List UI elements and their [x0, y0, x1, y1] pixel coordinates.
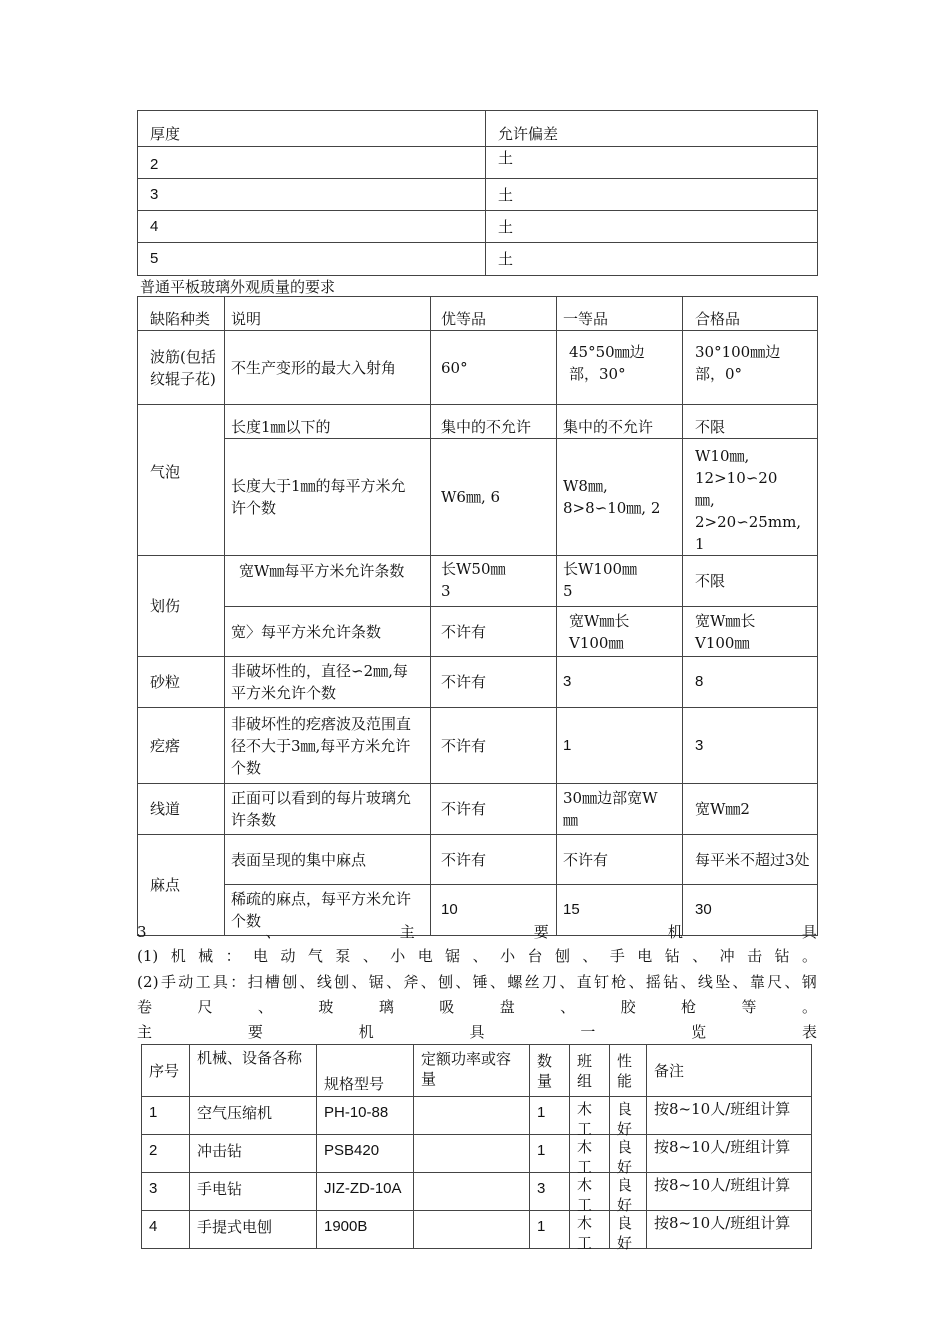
- model-cell: PSB420: [317, 1135, 414, 1173]
- qualified-cell: 3: [683, 708, 818, 784]
- no-cell: 4: [142, 1211, 190, 1249]
- performance-cell: 良好: [617, 1176, 633, 1214]
- description-cell: 不生产变形的最大入射角: [225, 331, 431, 405]
- description-cell: 宽W㎜每平方米允许条数: [225, 556, 431, 607]
- note-cell: 按8~10人/班组计算: [654, 1214, 791, 1232]
- header-name: 机械、设备各称: [190, 1045, 317, 1097]
- header-thickness: 厚度: [138, 111, 486, 147]
- qualified-cell: 宽W㎜长V100㎜: [683, 607, 818, 657]
- premium-cell: 不许有: [431, 784, 557, 835]
- power-cell: [414, 1173, 530, 1211]
- name-cell: 空气压缩机: [190, 1097, 317, 1135]
- name-cell: 手电钻: [190, 1173, 317, 1211]
- first-grade-cell: 3: [557, 657, 683, 708]
- table-row: [142, 1097, 812, 1135]
- premium-cell: 10: [431, 885, 557, 936]
- table-row: [138, 835, 818, 885]
- tolerance-cell: 土: [486, 243, 818, 276]
- power-cell: [414, 1135, 530, 1173]
- first-grade-cell: 宽W㎜长V100㎜: [557, 607, 683, 657]
- team-cell: 木工: [577, 1100, 593, 1138]
- table-row: [138, 243, 818, 276]
- table-row: [138, 147, 818, 179]
- qualified-cell: 30°100㎜边部，0°: [683, 331, 818, 405]
- note-cell: 按8~10人/班组计算: [654, 1176, 791, 1194]
- thickness-cell: 2: [138, 147, 486, 179]
- table-row: [138, 439, 818, 556]
- first-grade-cell: 不许有: [557, 835, 683, 885]
- performance-cell: 良好: [617, 1138, 633, 1176]
- defect-type-pit: 麻点: [138, 835, 225, 936]
- header-no: 序号: [142, 1045, 190, 1097]
- header-description: 说明: [225, 297, 431, 331]
- equipment-table: [141, 1044, 812, 1252]
- qty-cell: 1: [530, 1211, 570, 1249]
- description-cell: 稀疏的麻点，每平方米允许个数: [225, 885, 431, 936]
- defect-type-scratch: 划伤: [138, 556, 225, 657]
- defect-type-line: 线道: [138, 784, 225, 835]
- header-premium: 优等品: [431, 297, 557, 331]
- hand-tools-continued: 卷 尺 、 玻 璃 吸 盘 、 胶 枪 等 。: [137, 998, 817, 1016]
- name-cell: 冲击钻: [190, 1135, 317, 1173]
- team-cell: 木工: [577, 1214, 593, 1252]
- qualified-cell: 30: [683, 885, 818, 936]
- header-power: 定额功率或容量: [414, 1045, 530, 1097]
- description-cell: 非破坏性的，直径∽2㎜,每平方米允许个数: [225, 657, 431, 708]
- no-cell: 2: [142, 1135, 190, 1173]
- qualified-cell: 不限: [683, 556, 818, 607]
- note-cell: 按8~10人/班组计算: [654, 1138, 791, 1156]
- first-grade-cell: 长W100㎜5: [557, 556, 683, 607]
- header-defect-type: 缺陷种类: [138, 297, 225, 331]
- model-cell: 1900B: [317, 1211, 414, 1249]
- description-cell: 非破坏性的疙瘩波及范围直径不大于3㎜,每平方米允许个数: [225, 708, 431, 784]
- performance-cell: 良好: [617, 1214, 633, 1252]
- model-cell: PH-10-88: [317, 1097, 414, 1135]
- name-cell: 手提式电刨: [190, 1211, 317, 1249]
- first-grade-cell: 30㎜边部宽W㎜: [557, 784, 683, 835]
- thickness-cell: 4: [138, 211, 486, 243]
- first-grade-cell: 45°50㎜边部，30°: [557, 331, 683, 405]
- qualified-cell: W10㎜, 12>10∽20㎜, 2>20∽25mm, 1: [683, 439, 818, 556]
- defect-type-knot: 疙瘩: [138, 708, 225, 784]
- table-row: [138, 784, 818, 835]
- table-row: [138, 708, 818, 784]
- tolerance-cell: 土: [486, 147, 818, 179]
- qualified-cell: 8: [683, 657, 818, 708]
- qty-cell: 1: [530, 1097, 570, 1135]
- description-cell: 长度大于1㎜的每平方米允许个数: [225, 439, 431, 556]
- table-row: [138, 607, 818, 657]
- note-cell: 按8~10人/班组计算: [654, 1100, 791, 1118]
- first-grade-cell: W8㎜, 8>8∽10㎜, 2: [557, 439, 683, 556]
- qualified-cell: 每平米不超过3处: [683, 835, 818, 885]
- table-row: [138, 556, 818, 607]
- qualified-cell: 不限: [683, 405, 818, 439]
- premium-cell: 60°: [431, 331, 557, 405]
- no-cell: 1: [142, 1097, 190, 1135]
- first-grade-cell: 集中的不允许: [557, 405, 683, 439]
- table-row: [142, 1211, 812, 1249]
- power-cell: [414, 1211, 530, 1249]
- header-team: 班组: [570, 1045, 610, 1097]
- description-cell: 表面呈现的集中麻点: [225, 835, 431, 885]
- premium-cell: 不许有: [431, 657, 557, 708]
- header-qualified: 合格品: [683, 297, 818, 331]
- header-note: 备注: [647, 1045, 812, 1097]
- header-qty: 数量: [530, 1045, 570, 1097]
- no-cell: 3: [142, 1173, 190, 1211]
- premium-cell: 长W50㎜3: [431, 556, 557, 607]
- power-cell: [414, 1097, 530, 1135]
- header-performance: 性能: [610, 1045, 647, 1097]
- table-row: [142, 1135, 812, 1173]
- first-grade-cell: 1: [557, 708, 683, 784]
- hand-tools-paragraph: (2)手动工具：扫槽刨、线刨、锯、斧、刨、锤、螺丝刀、直钉枪、摇钻、线坠、靠尺、钢: [137, 973, 817, 991]
- description-cell: 正面可以看到的每片玻璃允许条数: [225, 784, 431, 835]
- thickness-cell: 5: [138, 243, 486, 276]
- description-cell: 宽〉每平方米允许条数: [225, 607, 431, 657]
- thickness-cell: 3: [138, 179, 486, 211]
- team-cell: 木工: [577, 1138, 593, 1176]
- quality-table: [137, 296, 818, 936]
- machinery-paragraph: (1)机械：电动气泵、小电锯、小台刨、手电钻、冲击钻。: [137, 947, 817, 965]
- premium-cell: 集中的不允许: [431, 405, 557, 439]
- tolerance-cell: 土: [486, 179, 818, 211]
- section-heading: 3 、 主 要 机 具: [137, 923, 817, 941]
- performance-cell: 良好: [617, 1100, 633, 1138]
- tolerance-cell: 土: [486, 211, 818, 243]
- table-row: [142, 1173, 812, 1211]
- table-row: [138, 179, 818, 211]
- header-first-grade: 一等品: [557, 297, 683, 331]
- qualified-cell: 宽W㎜2: [683, 784, 818, 835]
- defect-type-sand: 砂粒: [138, 657, 225, 708]
- equipment-list-title: 主 要 机 具 一 览 表: [137, 1023, 817, 1041]
- defect-type-bubble: 气泡: [138, 405, 225, 556]
- thickness-table: [137, 110, 818, 276]
- first-grade-cell: 15: [557, 885, 683, 936]
- table-row: [138, 405, 818, 439]
- premium-cell: 不许有: [431, 835, 557, 885]
- header-tolerance: 允许偏差: [486, 111, 818, 147]
- header-model: 规格型号: [317, 1045, 414, 1097]
- premium-cell: 不许有: [431, 708, 557, 784]
- table-row: [138, 657, 818, 708]
- quality-caption: 普通平板玻璃外观质量的要求: [140, 278, 336, 296]
- description-cell: 长度1㎜以下的: [225, 405, 431, 439]
- defect-type-ripple: 波筋(包括纹辊子花): [138, 331, 225, 405]
- model-cell: JIZ-ZD-10A: [317, 1173, 414, 1211]
- qty-cell: 3: [530, 1173, 570, 1211]
- qty-cell: 1: [530, 1135, 570, 1173]
- premium-cell: 不许有: [431, 607, 557, 657]
- team-cell: 木工: [577, 1176, 593, 1214]
- table-row: [138, 211, 818, 243]
- premium-cell: W6㎜, 6: [431, 439, 557, 556]
- table-row: [138, 331, 818, 405]
